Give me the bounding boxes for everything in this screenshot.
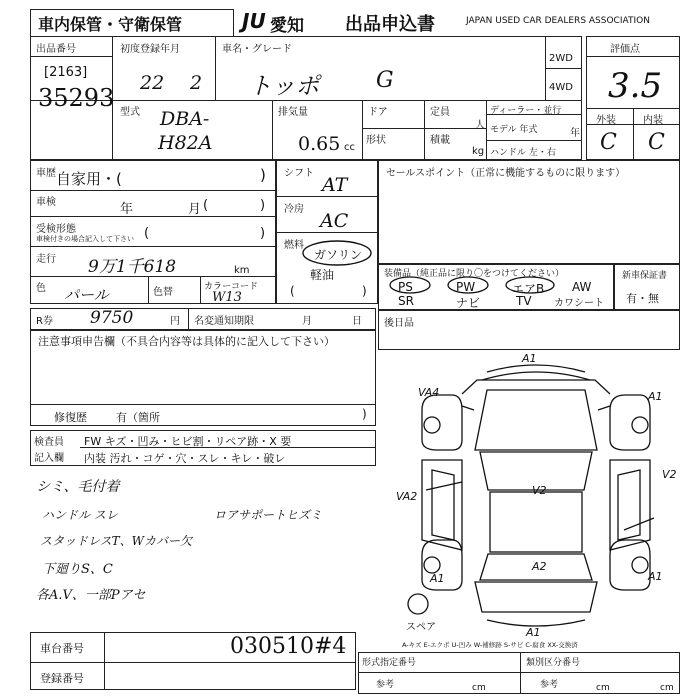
capacity-label: 定員 [430,107,450,118]
recycle-label: R券 [36,316,53,327]
note-line-1: シミ、毛付着 [36,479,120,495]
inspection-subnote: 車検付きの場合記入して下さい [36,235,134,243]
sales-point-label: セールスポイント（正常に機能するものに限ります） [386,168,626,179]
lot-code: [2163] [44,65,88,80]
name-change-label: 名変通知期限 [194,316,254,327]
damage-legend: A-キズ E-エクボ U-凹み W-補修跡 S-サビ C-腐食 XX-交換済 [402,641,578,649]
color-label: 色 [36,283,46,294]
year-unit: 年 [570,128,580,139]
shape-label: 形状 [366,135,386,146]
person-unit: 人 [475,120,485,131]
lot-number: 35293 [38,84,115,112]
mark-right-v2: V2 [662,468,677,481]
cm-3: cm [660,683,674,693]
back-day-frame [378,310,680,350]
inspection-paren: ( [203,198,209,213]
reg-month: 2 [190,72,203,94]
note-line-5: 各A.V、一部Pアセ [36,588,146,603]
inspection-year: 年 [120,202,134,217]
handle-label: ハンドル 左・右 [490,148,556,158]
repair-close: ) [362,407,367,421]
car-diagram [392,350,680,650]
lot-no-label: 出品番号 [36,44,76,55]
equip-leather: カワシート [554,298,604,309]
org-name: 愛知 [270,16,304,36]
warranty-label: 新車保証書 [622,271,668,281]
mark-bottom-a1: A1 [526,626,541,639]
cm-1: cm [472,683,486,693]
equip-tv: TV [516,294,532,308]
inspection-note-paren: ( [144,226,150,241]
back-day-label: 後日品 [384,318,414,329]
chassis-value: 030510#4 [230,634,347,659]
mark-front-a1: A1 [522,352,537,365]
chassis-label: 車台番号 [40,642,84,655]
fuel-paren-close: ) [362,284,367,298]
inspector-label: 検査員 [34,437,64,448]
mileage-value: 9万1千618 [88,257,177,277]
inspection-note-close: ) [260,226,266,241]
history-value: 自家用・( [56,170,122,188]
mark-left-va4: VA4 [418,386,440,399]
color-code-label: カラーコード [204,282,259,292]
interior-grade: C [648,130,665,155]
equip-pw: PW [456,280,476,294]
history-close: ) [260,166,266,184]
drive-2wd: 2WD [549,53,573,64]
fuel-gas: ガソリン [314,248,363,262]
spare-label: スペア [406,622,436,633]
first-reg-label: 初度登録年月 [120,44,180,55]
score-value: 3.5 [608,66,663,106]
ref-label-2: 参考 [540,680,559,690]
entry-label: 記入欄 [34,453,64,464]
car-name-label: 車名・グレード [222,44,292,55]
grade-value: G [376,68,394,93]
note-line-4: 下廻りS、C [42,562,113,577]
km-unit: km [234,265,250,276]
doors-label: ドア [368,107,388,118]
storage-label: 車内保管・守衛保管 [38,15,183,34]
fuel-diesel: 軽油 [310,268,335,282]
ref-label-1: 参考 [376,680,395,690]
mark-right-a1: A1 [648,390,663,403]
model-code-2: H82A [158,132,213,154]
form-change-label: 形式指定番号 [362,658,417,668]
warranty-opts: 有・無 [626,292,659,305]
car-name-value: トッポ [248,72,320,100]
recycle-value: 9750 [90,308,134,328]
doc-title: 出品申込書 [345,14,435,35]
equip-navi: ナビ [456,296,481,310]
color-swap-label: 色替 [153,287,173,298]
mark-rear-a2: A2 [532,560,547,573]
name-change-month: 月 [302,316,312,327]
fuel-gas-circle [300,238,374,268]
fuel-paren: ( [290,284,295,298]
model-year-label: モデル 年式 [490,125,538,135]
inspection-month: 月 [188,202,202,217]
reg-no-label: 登録番号 [40,672,84,685]
shift-value: AT [322,174,348,196]
equipment-grid [384,279,612,309]
repair-value: 有（箇所 [116,411,160,424]
equip-circles [384,275,564,297]
exterior-grade: C [600,130,617,155]
model-label: 型式 [120,107,140,118]
equip-aw: AW [572,280,592,294]
note-line-2: ハンドル スレ [42,508,118,522]
displacement-label: 排気量 [278,107,308,118]
dealer-label: ディーラー・並行 [490,106,562,116]
drive-4wd: 4WD [549,82,573,93]
mark-right-rear-a1: A1 [648,570,663,583]
kg-unit: kg [472,146,485,157]
assoc-name: JAPAN USED CAR DEALERS ASSOCIATION [466,16,650,26]
mark-left-va2: VA2 [396,490,418,503]
equip-airbag: エアB [512,282,545,296]
fuel-label: 燃料 [284,240,304,251]
reg-year: 22 [140,72,165,94]
equipment-label: 装備品（純正品に限り〇をつけてください） [384,269,565,279]
displacement-value: 0.65 [298,133,341,155]
int-row: 内装 汚れ・コゲ・穴・スレ・キレ・破レ [84,452,286,465]
model-code-1: DBA- [160,108,210,130]
fw-row: FW キズ・凹み・ヒビ割・リペア跡・X 要 [84,435,292,448]
repair-label: 修復歴 [54,411,87,424]
cc-unit: cc [344,142,355,153]
note-right: ロアサポートヒズミ [214,508,323,522]
score-label: 評価点 [610,44,640,55]
aircon-label: 冷房 [284,204,304,215]
mark-roof-v2: V2 [532,484,547,497]
mark-left-a1: A1 [430,572,445,585]
cm-2: cm [596,683,610,693]
color-code-value: W13 [212,290,242,305]
name-change-day: 日 [352,316,362,327]
mileage-label: 走行 [36,254,56,265]
load-label: 積載 [430,135,450,146]
inspection-label: 車検 [36,197,56,208]
note-line-3: スタッドレスT、Wカバー欠 [40,534,192,548]
yen-unit: 円 [170,316,180,327]
history-label: 車歴 [36,168,56,179]
exterior-label: 外装 [596,115,616,126]
category-label: 類別区分番号 [526,658,581,668]
equip-ps: PS [398,280,413,294]
inspection-note: 受検形態 [36,224,76,235]
equip-sr: SR [398,294,414,308]
notes-label: 注意事項申告欄（不具合内容等は具体的に記入して下さい） [38,335,335,348]
inspection-close: ) [260,198,266,213]
shift-label: シフト [284,168,314,179]
interior-label: 内装 [643,115,663,126]
ju-logo: JU [242,9,266,33]
aircon-value: AC [320,210,349,232]
color-value: パール [64,286,109,304]
